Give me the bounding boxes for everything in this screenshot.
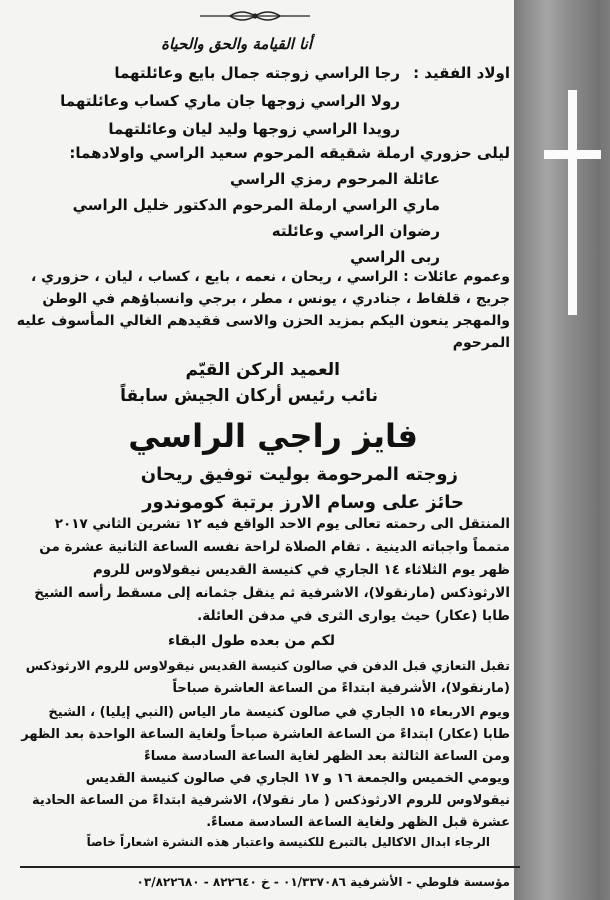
families-line: والمهجر ينعون اليكم بمزيد الحزن والاسى فقيدهم الغالي المأسوف عليه xyxy=(16,313,510,329)
families-line: المرحوم xyxy=(452,335,510,351)
condolences-line: ويوم الاربعاء ١٥ الجاري في صالون كنيسة مار الياس (النبي إيليا) ، الشيخ xyxy=(48,705,510,720)
child-line: رجا الراسي زوجته جمال بايع وعائلتهما xyxy=(114,64,400,82)
children-label: اولاد الفقيد : xyxy=(413,64,510,82)
verse: أنا القيامة والحق والحياة xyxy=(161,35,312,53)
closing-wish: لكم من بعده طول البقاء xyxy=(167,633,335,649)
death-notice-line: متمماً واجباته الدينية . تقام الصلاة لراحة نفسه الساعة الثانية عشرة من xyxy=(39,539,510,555)
death-notice-line: الارثوذكس (مارنقولا)، الاشرفية ثم ينقل جثمانه إلى مسقط رأسه الشيخ xyxy=(34,585,510,601)
child-line: رولا الراسي زوجها جان ماري كساب وعائلتهما xyxy=(60,92,400,110)
cross-icon xyxy=(568,90,577,315)
death-notice-line: المنتقل الى رحمته تعالى يوم الاحد الواقع فيه ١٢ تشرين الثاني ٢٠١٧ xyxy=(54,516,510,532)
obituary-text xyxy=(10,0,510,900)
deceased-name: فايز راجي الراسي xyxy=(128,417,418,455)
nephew-line: ربى الراسي xyxy=(350,248,440,266)
families-line: وعموم عائلات : الراسي ، ريحان ، نعمه ، بايع ، كساب ، ليان ، حزوري ، xyxy=(30,269,510,285)
deceased-position: نائب رئيس أركان الجيش سابقاً xyxy=(120,386,378,406)
deceased-honor: حائز على وسام الارز برتبة كوموندور xyxy=(142,492,464,513)
death-notice-line: طابا (عكار) حيث يوارى الثرى في مدفن العائلة. xyxy=(197,608,510,624)
nephew-line: رضوان الراسي وعائلته xyxy=(271,222,440,240)
deceased-wife: زوجته المرحومة بوليت توفيق ريحان xyxy=(140,464,458,485)
deceased-rank: العميد الركن القيّم xyxy=(185,360,340,380)
sister-in-law-line: ليلى حزوري ارملة شقيقه المرحوم سعيد الراسي واولادهما: xyxy=(69,144,510,162)
condolences-line: طابا (عكار) ابتداءً من الساعة العاشرة صباحاً ولغاية الساعة الواحدة بعد الظهر xyxy=(21,727,510,742)
death-notice-line: ظهر يوم الثلاثاء ١٤ الجاري في كنيسة القديس نيقولاوس للروم xyxy=(92,562,510,578)
child-line: رويدا الراسي زوجها وليد ليان وعائلتهما xyxy=(108,120,400,138)
condolences-line: ويومي الخميس والجمعة ١٦ و ١٧ الجاري في صالون كنيسة القديس xyxy=(85,771,510,786)
families-line: جريج ، قلفاط ، جنادري ، يونس ، مطر ، برجي وانسباؤهم في الوطن xyxy=(42,291,510,307)
wreath-request: الرجاء ابدال الاكاليل بالتبرع للكنيسة واعتبار هذه النشرة اشعاراً خاصاً xyxy=(86,835,490,849)
condolences-line: نيقولاوس للروم الارثوذكس ( مار نقولا)، الاشرفية ابتداءً من الساعة الحادية xyxy=(31,793,510,808)
condolences-line: تقبل التعازي قبل الدفن في صالون كنيسة القديس نيقولاوس للروم الارثوذكس xyxy=(25,658,510,673)
nephew-line: ماري الراسي ارملة المرحوم الدكتور خليل الراسي xyxy=(72,196,440,214)
condolences-line: (مارنقولا)، الأشرفية ابتداءً من الساعة العاشرة صباحاً xyxy=(172,681,510,696)
footer-divider xyxy=(20,866,520,868)
nephew-line: عائلة المرحوم رمزي الراسي xyxy=(230,170,440,188)
footer-contact: مؤسسة فلوطي - الأشرفية ٠١/٣٣٧٠٨٦ - خ ٨٢٢٦٤٠ - ٠٣/٨٢٢٦٨٠ xyxy=(136,875,510,889)
condolences-line: عشرة قبل الظهر ولغاية الساعة السادسة مساءً. xyxy=(206,815,510,830)
mourning-border xyxy=(514,0,610,900)
condolences-line: ومن الساعة الثالثة بعد الظهر لغاية الساعة السادسة مساءً xyxy=(144,749,510,764)
